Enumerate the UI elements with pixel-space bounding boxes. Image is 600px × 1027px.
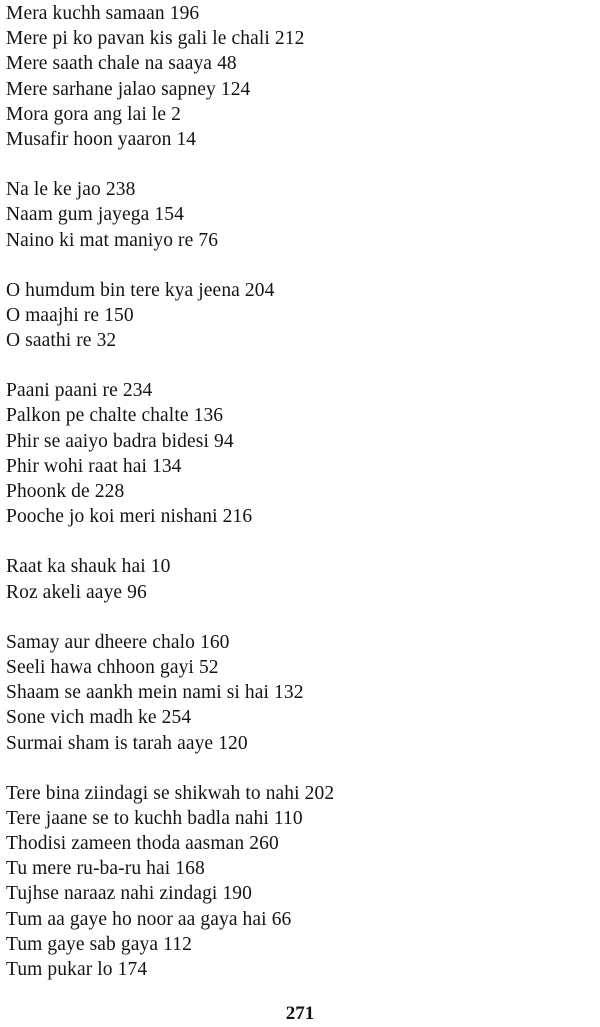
page-reference: 228	[94, 481, 125, 502]
page-reference: 136	[193, 405, 224, 427]
page-reference: 76	[198, 229, 219, 251]
index-entry	[6, 504, 586, 529]
index-entry	[6, 806, 586, 831]
song-title: Shaam se aankh mein nami si hai	[6, 682, 270, 704]
index-entry	[6, 403, 586, 428]
index-group	[6, 554, 586, 604]
index-entry	[6, 881, 586, 906]
page-reference: 174	[117, 959, 148, 980]
index-entry	[6, 228, 586, 253]
song-title: O saathi re	[6, 330, 92, 352]
index-entry	[6, 781, 586, 806]
page-reference: 124	[220, 78, 251, 100]
index-group	[6, 1, 586, 152]
song-title: Musafir hoon yaaron	[6, 128, 172, 150]
page-reference: 94	[213, 430, 234, 452]
index-entry	[6, 655, 586, 680]
index-entry	[6, 77, 586, 102]
song-title: Tum gaye sab gaya	[6, 933, 159, 955]
page-reference: 96	[127, 581, 147, 603]
song-title: Pooche jo koi meri nishani	[6, 506, 218, 528]
page-reference: 14	[176, 128, 197, 150]
song-title: Thodisi zameen thoda aasman	[6, 833, 245, 855]
index-entry	[6, 429, 586, 454]
song-title: Naino ki mat maniyo re	[6, 229, 194, 251]
song-title: Mere pi ko pavan kis gali le chali	[6, 28, 270, 50]
index-entry	[6, 1, 586, 26]
index-entry	[6, 202, 586, 227]
index-entry	[6, 303, 586, 328]
song-title: Na le ke jao	[6, 179, 101, 201]
page-reference: 204	[244, 279, 275, 301]
page-reference: 154	[154, 204, 184, 226]
index-entry	[6, 26, 586, 51]
song-title: Mora gora ang lai le	[6, 103, 167, 125]
song-title: Palkon pe chalte chalte	[6, 405, 189, 427]
index-entry	[6, 479, 586, 504]
index-entry	[6, 705, 586, 730]
page-reference: 190	[222, 883, 253, 905]
index-entry	[6, 127, 586, 152]
page-reference: 254	[161, 707, 192, 729]
page-number: 271	[285, 1003, 315, 1024]
song-title: Mere sarhane jalao sapney	[6, 78, 216, 100]
song-title: Mere saath chale na saaya	[6, 53, 213, 75]
page-reference: 32	[96, 330, 117, 352]
song-title: Paani paani re	[6, 380, 118, 402]
song-title: O maajhi re	[6, 304, 100, 326]
page-reference: 132	[274, 682, 304, 704]
page-reference: 112	[163, 933, 192, 955]
page-reference: 238	[105, 179, 136, 201]
page-reference: 234	[122, 380, 153, 402]
song-title: O humdum bin tere kya jeena	[6, 279, 240, 301]
song-title: Tujhse naraaz nahi zindagi	[6, 883, 218, 905]
song-title: Phir se aaiyo badra bidesi	[6, 430, 209, 452]
index-group	[6, 278, 586, 354]
index-entry	[6, 177, 586, 202]
song-title: Tere bina ziindagi se shikwah to nahi	[6, 782, 300, 804]
index-entry	[6, 454, 586, 479]
index-group	[6, 378, 586, 529]
index-entry	[6, 856, 586, 881]
page-reference: 216	[222, 506, 253, 528]
page-reference: 52	[198, 656, 219, 678]
page-reference: 120	[218, 732, 248, 754]
index-entry	[6, 328, 586, 353]
index-entry	[6, 51, 586, 76]
page-reference: 168	[175, 858, 205, 880]
index-entry	[6, 278, 586, 303]
index-group	[6, 630, 586, 756]
song-title: Mera kuchh samaan	[6, 3, 165, 24]
page-reference: 134	[151, 455, 182, 477]
page-reference: 196	[169, 3, 200, 24]
index-group	[6, 781, 586, 983]
page-reference: 260	[249, 833, 279, 855]
song-title: Phoonk de	[6, 481, 90, 502]
song-title: Tu mere ru-ba-ru hai	[6, 858, 171, 880]
song-title: Seeli hawa chhoon gayi	[6, 656, 194, 678]
index-entry	[6, 680, 586, 705]
index-entry	[6, 731, 586, 756]
index-entry	[6, 378, 586, 403]
page-reference: 202	[304, 782, 335, 804]
page-reference: 110	[273, 807, 303, 829]
index-entry	[6, 932, 586, 957]
index-group	[6, 177, 586, 253]
index-entry	[6, 630, 586, 655]
song-index-list	[6, 1, 586, 1007]
index-entry	[6, 831, 586, 856]
song-title: Tere jaane se to kuchh badla nahi	[6, 807, 269, 829]
song-title: Naam gum jayega	[6, 204, 150, 226]
page-reference: 150	[104, 304, 134, 326]
song-title: Roz akeli aaye	[6, 581, 123, 603]
index-entry	[6, 580, 586, 605]
page-reference: 212	[274, 28, 305, 50]
page-reference: 160	[199, 631, 230, 653]
song-title: Sone vich madh ke	[6, 707, 157, 729]
page-reference: 48	[217, 53, 237, 75]
page-reference: 2	[171, 103, 181, 125]
page-reference: 10	[150, 556, 171, 578]
song-title: Tum aa gaye ho noor aa gaya hai	[6, 908, 267, 930]
index-entry	[6, 102, 586, 127]
page-reference: 66	[271, 908, 292, 930]
index-entry	[6, 554, 586, 579]
song-title: Tum pukar lo	[6, 959, 113, 980]
song-title: Raat ka shauk hai	[6, 556, 146, 578]
song-title: Phir wohi raat hai	[6, 455, 147, 477]
song-title: Surmai sham is tarah aaye	[6, 732, 214, 754]
index-entry	[6, 957, 586, 982]
index-entry	[6, 907, 586, 932]
song-title: Samay aur dheere chalo	[6, 631, 195, 653]
